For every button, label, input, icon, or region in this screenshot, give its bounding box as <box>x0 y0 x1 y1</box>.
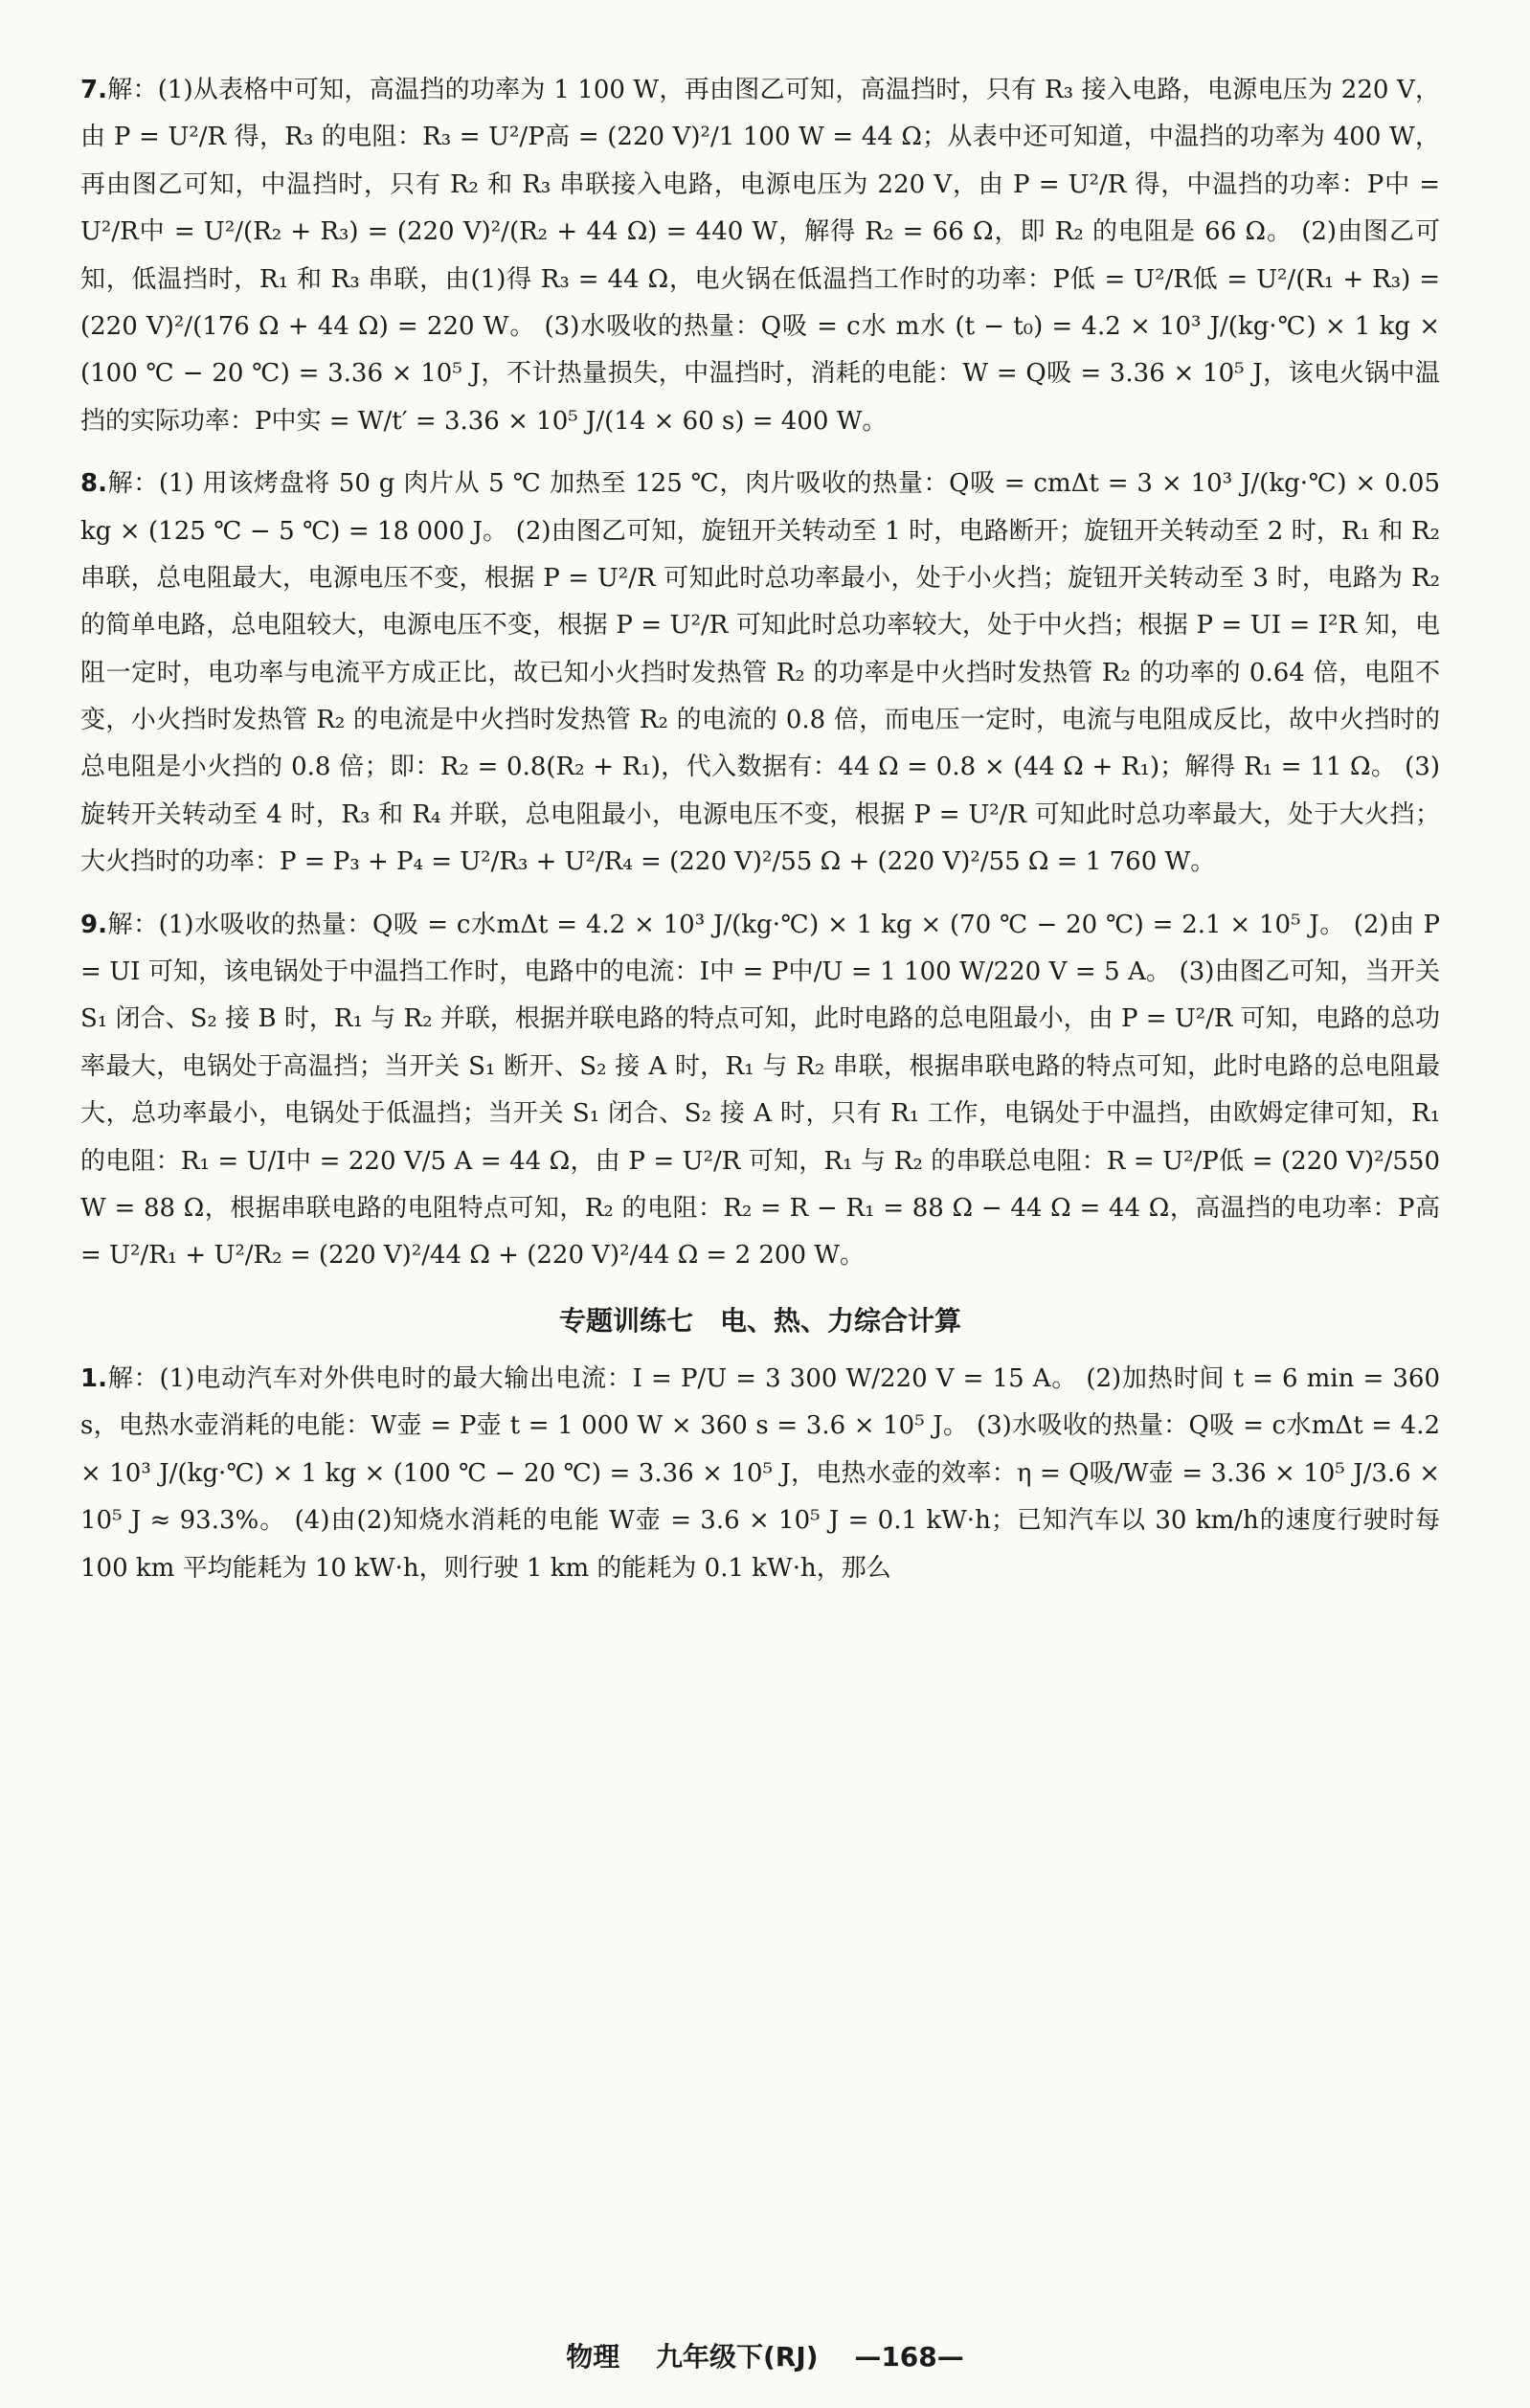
problem-solution <box>80 67 1440 445</box>
problem-text: 解：(1)水吸收的热量：Q吸 = c水mΔt = 4.2 × 10³ J/(kg·℃) × 1 kg × (70 ℃ − 20 ℃) = 2.1 × 10⁵ J。 (2)由 P = UI 可知，该电锅处于中温挡工作时，电路中的电流：I中 = P中/U = 1 100 W/220 V = 5 A。 (3)由图乙可知，当开关 S₁ 闭合、S₂ 接 B 时，R₁ 与 R₂ 并联，根据并联电路的特点可知，此时电路的总电阻最小，由 P = U²/R 可知，电路的总功率最大，电锅处于高温挡；当开关 S₁ 断开、S₂ 接 A 时，R₁ 与 R₂ 串联，根据串联电路的特点可知，此时电路的总电阻最大，总功率最小，电锅处于低温挡；当开关 S₁ 闭合、S₂ 接 A 时，只有 R₁ 工作，电锅处于中温挡，由欧姆定律可知，R₁ 的电阻：R₁ = U/I中 = 220 V/5 A = 44 Ω，由 P = U²/R 可知，R₁ 与 R₂ 的串联总电阻：R = U²/P低 = (220 V)²/550 W = 88 Ω，根据串联电路的电阻特点可知，R₂ 的电阻：R₂ = R − R₁ = 88 Ω − 44 Ω = 44 Ω，高温挡的电功率：P高 = U²/R₁ + U²/R₂ = (220 V)²/44 Ω + (220 V)²/44 Ω = 2 200 W。 <box>80 910 1440 1271</box>
problem-text: 解：(1)从表格中可知，高温挡的功率为 1 100 W，再由图乙可知，高温挡时，只有 R₃ 接入电路，电源电压为 220 V，由 P = U²/R 得，R₃ 的电阻：R₃ = U²/P高 = (220 V)²/1 100 W = 44 Ω；从表中还可知道，中温挡的功率为 400 W，再由图乙可知，中温挡时，只有 R₂ 和 R₃ 串联接入电路，电源电压为 220 V，由 P = U²/R 得，中温挡的功率：P中 = U²/R中 = U²/(R₂ + R₃) = (220 V)²/(R₂ + 44 Ω) = 440 W，解得 R₂ = 66 Ω，即 R₂ 的电阻是 66 Ω。 (2)由图乙可知，低温挡时，R₁ 和 R₃ 串联，由(1)得 R₃ = 44 Ω，电火锅在低温挡工作时的功率：P低 = U²/R低 = U²/(R₁ + R₃) = (220 V)²/(176 Ω + 44 Ω) = 220 W。 (3)水吸收的热量：Q吸 = c水 m水 (t − t₀) = 4.2 × 10³ J/(kg·℃) × 1 kg × (100 ℃ − 20 ℃) = 3.36 × 10⁵ J，不计热量损失，中温挡时，消耗的电能：W = Q吸 = 3.36 × 10⁵ J，该电火锅中温挡的实际功率：P中实 = W/t′ = 3.36 × 10⁵ J/(14 × 60 s) = 400 W。 <box>80 76 1440 436</box>
problem-text: 解：(1)电动汽车对外供电时的最大输出电流：I = P/U = 3 300 W/220 V = 15 A。 (2)加热时间 t = 6 min = 360 s，电热水壶消耗的电能：W壶 = P壶 t = 1 000 W × 360 s = 3.6 × 10⁵ J。 (3)水吸收的热量：Q吸 = c水mΔt = 4.2 × 10³ J/(kg·℃) × 1 kg × (100 ℃ − 20 ℃) = 3.36 × 10⁵ J，电热水壶的效率：η = Q吸/W壶 = 3.36 × 10⁵ J/3.6 × 10⁵ J ≈ 93.3%。 (4)由(2)知烧水消耗的电能 W壶 = 3.6 × 10⁵ J = 0.1 kW·h；已知汽车以 30 km/h的速度行驶时每 100 km 平均能耗为 10 kW·h，则行驶 1 km 的能耗为 0.1 kW·h，那么 <box>80 1363 1440 1583</box>
section-title: 专题训练七 电、热、力综合计算 <box>558 1304 961 1337</box>
problem-solution <box>80 461 1440 887</box>
page-footer <box>0 2336 1530 2374</box>
footer-grade: 九年级下(RJ) <box>655 2341 819 2373</box>
problem-number: 9. <box>80 910 107 939</box>
footer-page-number: —168— <box>854 2341 964 2373</box>
footer-subject: 物理 <box>566 2341 620 2373</box>
problem-list-first <box>80 67 1440 1280</box>
problem-number: 8. <box>80 469 107 499</box>
problem-number: 7. <box>80 76 107 104</box>
problem-list-second <box>80 1356 1440 1592</box>
problem-solution <box>80 1356 1440 1592</box>
problem-number: 1. <box>80 1363 107 1393</box>
answer-content <box>80 67 1440 1608</box>
problem-text: 解：(1) 用该烤盘将 50 g 肉片从 5 ℃ 加热至 125 ℃，肉片吸收的热量：Q吸 = cmΔt = 3 × 10³ J/(kg·℃) × 0.05 kg × (125 ℃ − 5 ℃) = 18 000 J。 (2)由图乙可知，旋钮开关转动至 1 时，电路断开；旋钮开关转动至 2 时，R₁ 和 R₂ 串联，总电阻最大，电源电压不变，根据 P = U²/R 可知此时总功率最小，处于小火挡；旋钮开关转动至 3 时，电路为 R₂ 的简单电路，总电阻较大，电源电压不变，根据 P = U²/R 可知此时总功率较大，处于中火挡；根据 P = UI = I²R 知，电阻一定时，电功率与电流平方成正比，故已知小火挡时发热管 R₂ 的功率是中火挡时发热管 R₂ 的功率的 0.64 倍，电阻不变，小火挡时发热管 R₂ 的电流是中火挡时发热管 R₂ 的电流的 0.8 倍，而电压一定时，电流与电阻成反比，故中火挡时的总电阻是小火挡的 0.8 倍；即：R₂ = 0.8(R₂ + R₁)，代入数据有：44 Ω = 0.8 × (44 Ω + R₁)；解得 R₁ = 11 Ω。 (3)旋转开关转动至 4 时，R₃ 和 R₄ 并联，总电阻最小，电源电压不变，根据 P = U²/R 可知此时总功率最大，处于大火挡；大火挡时的功率：P = P₃ + P₄ = U²/R₃ + U²/R₄ = (220 V)²/55 Ω + (220 V)²/55 Ω = 1 760 W。 <box>80 469 1440 877</box>
problem-solution <box>80 902 1440 1280</box>
